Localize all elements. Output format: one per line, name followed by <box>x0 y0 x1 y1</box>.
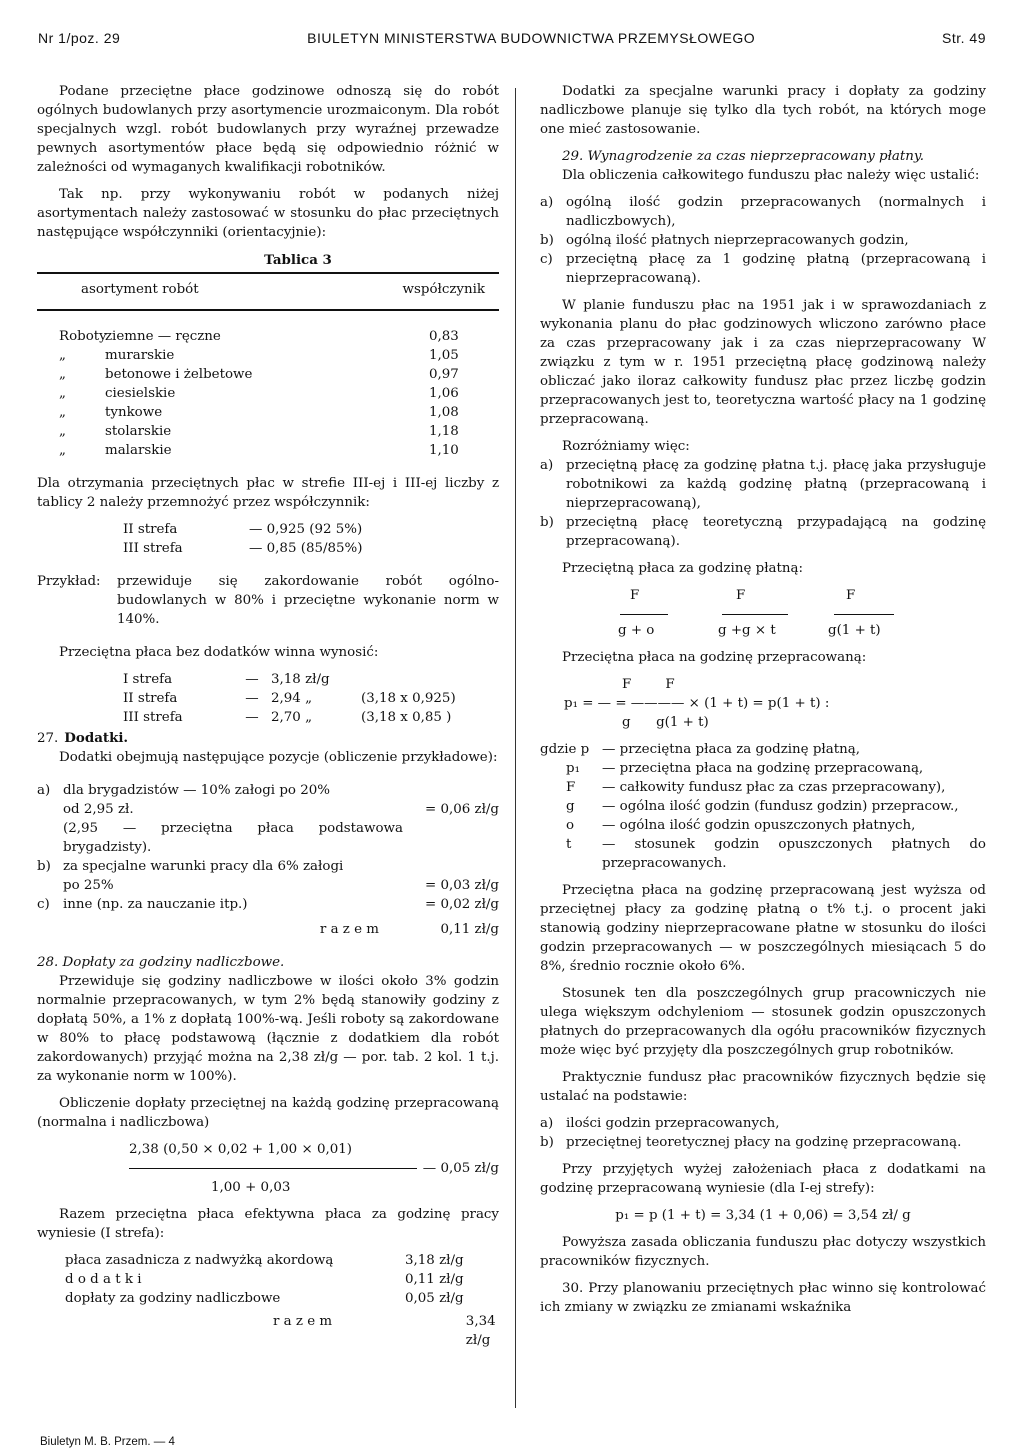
sum-total-row: r a z e m 3,34 zł/g <box>273 1314 496 1348</box>
formula-bars <box>540 605 986 615</box>
list-item: a) ogólną ilość godzin przepracowanych (normalnych i nadliczbowych), <box>540 195 986 229</box>
definition-row: p₁ — przeciętna płaca na godzinę przepracowaną, <box>566 761 924 776</box>
table-row: „ ciesielskie 1,06 <box>59 386 459 401</box>
formula-top: F F F <box>630 588 856 603</box>
list-item: a) ilości godzin przepracowanych, <box>540 1116 780 1131</box>
table-row: Roboty ziemne — ręczne 0,83 <box>59 329 459 344</box>
table-row: „ stolarskie 1,18 <box>59 424 459 439</box>
definition-row: t — stosunek godzin opuszczonych płatnych do przepracowanych. <box>566 837 986 871</box>
paragraph: Dodatki za specjalne warunki pracy i dopłaty za godziny nadliczbowe planuje się tylko dla tych robót, na których moge one mieć zastosowanie. <box>540 84 986 137</box>
journal-title: BIULETYN MINISTERSTWA BUDOWNICTWA PRZEMYSŁOWEGO <box>307 30 756 46</box>
formula-denominator: 1,00 + 0,03 <box>211 1180 291 1195</box>
paragraph: Powyższa zasada obliczania funduszu płac dotyczy wszystkich pracowników fizycznych. <box>540 1235 986 1269</box>
zone-row: II strefa — 2,94 „ (3,18 x 0,925) <box>123 691 456 706</box>
left-column <box>37 82 499 1350</box>
zone-row: III strefa — 2,70 „ (3,18 x 0,85 ) <box>123 710 452 725</box>
formula: p₁ = p (1 + t) = 3,34 (1 + 0,06) = 3,54 zł/ g <box>615 1208 911 1223</box>
right-column <box>540 82 986 1317</box>
page-footer: Biuletyn M. B. Przem. — 4 <box>40 1436 175 1448</box>
list-item: c) przeciętną płacę za 1 godzinę płatną (przepracowaną i nieprzepracowaną). <box>540 252 986 286</box>
list-item: b) przeciętnej teoretycznej płacy na godzinę przepracowaną. <box>540 1135 962 1150</box>
paragraph: Przewiduje się godziny nadliczbowe w ilości około 3% godzin normalnie przepracowanych, w tym 2% będą stanowiły godziny z dopłatą 50%, a 1% z dopłatą 100%-wą. Jeśli roboty są zakordowane w 80% to płacę podstawową (łącznie z dodatkiem dla robót zakordowanych) przyjąć można na 2,38 zł/g — por. tab. 2 kol. 1 t.j. za wykonanie norm w 100%). <box>37 974 499 1084</box>
paragraph: Praktycznie fundusz płac pracowników fizycznych będzie się ustalać na podstawie: <box>540 1070 986 1104</box>
example: Przykład: przewiduje się zakordowanie robót ogólno-budowlanych w 80% i przeciętne wykonanie norm w 140%. <box>37 574 499 627</box>
list-item: b) przeciętną płacę teoretyczną przypadającą na godzinę przepracowaną). <box>540 515 986 549</box>
paragraph: Przeciętna płaca bez dodatków winna wynosić: <box>59 645 379 660</box>
running-header <box>38 30 986 46</box>
definition-row: o — ogólna ilość godzin opuszczonych płatnych, <box>566 818 916 833</box>
paragraph: Rozróżniamy więc: <box>562 439 690 454</box>
page-number: Str. 49 <box>942 30 986 46</box>
section-heading: 29. Wynagrodzenie za czas nieprzepracowany płatny. <box>562 149 924 164</box>
table-row: „ murarskie 1,05 <box>59 348 459 363</box>
formula-bottom: g g(1 + t) <box>622 715 709 730</box>
paragraph: Stosunek ten dla poszczególnych grup pracowniczych nie ulega większym odchyleniom — stosunek godzin opuszczonych płatnych do przepracowanych dla ogółu pracowników fizycznych może więc być przyjęty dla poszczególnych grup robotników. <box>540 986 986 1058</box>
paragraph: W planie funduszu płac na 1951 jak i w sprawozdaniach z wykonania planu do płac godzinowych wliczono zarówno płace za czas przepracowany jak i za czas nieprzepracowany W związku z tym w r. 1951 przeciętną płacę godzinową należy obliczać jako iloraz całkowity fundusz płac przez liczbę godzin przepracowanych jest to, teoretyczna wartość płacy na 1 godzinę przepracowaną. <box>540 298 986 427</box>
paragraph: Podane przeciętne płace godzinowe odnoszą się do robót ogólnych budowlanych przy asortymencie urozmaiconym. Dla robót specjalnych wzgl. robót budowlanych przy wyraźnej przewadze pewnych asortymentów płace będą się odpowiednio różnić w zależności od wymaganych kwalifikacji robotników. <box>37 84 499 175</box>
sum-row: płaca zasadnicza z nadwyżką akordową 3,18 zł/g <box>65 1253 464 1268</box>
column-divider <box>515 88 516 1408</box>
section-heading: 27. Dodatki. <box>37 730 129 746</box>
formula-bottom: g + o g +g × t g(1 + t) <box>618 623 881 638</box>
formula-numerator: 2,38 (0,50 × 0,02 + 1,00 × 0,01) <box>129 1142 352 1157</box>
formula-main: p₁ = — = ———— × (1 + t) = p(1 + t) : <box>564 696 830 711</box>
list-item: b) za specjalne warunki pracy dla 6% załogi <box>37 859 344 874</box>
list-item: po 25% = 0,03 zł/g <box>63 878 499 893</box>
table-row: „ betonowe i żelbetowe 0,97 <box>59 367 459 382</box>
column-header: asortyment robót <box>81 282 199 297</box>
formula-line: — 0,05 zł/g <box>37 1159 499 1178</box>
paragraph: Dla otrzymania przeciętnych płac w strefie III-ej i III-ej liczby z tablicy 2 należy przemnożyć przez współczynnik: <box>37 476 499 510</box>
list-item: c) inne (np. za nauczanie itp.) = 0,02 zł/g <box>37 897 499 912</box>
paragraph: Razem przeciętna płaca efektywna płaca za godzinę pracy wyniesie (I strefa): <box>37 1207 499 1241</box>
table-caption: Tablica 3 <box>264 252 332 268</box>
razem-row: r a z e m 0,11 zł/g <box>319 922 499 937</box>
zone-row: I strefa — 3,18 zł/g <box>123 672 330 687</box>
paragraph: Dla obliczenia całkowitego funduszu płac należy więc ustalić: <box>562 168 980 183</box>
sum-row: d o d a t k i 0,11 zł/g <box>65 1272 464 1287</box>
sum-row: dopłaty za godziny nadliczbowe 0,05 zł/g <box>65 1291 464 1306</box>
definition-row: F — całkowity fundusz płac za czas przepracowany), <box>566 780 946 795</box>
list-item: (2,95 — przeciętna płaca podstawowa brygadzisty). <box>63 821 403 855</box>
paragraph: Przeciętną płaca za godzinę płatną: <box>562 561 804 576</box>
zone-row: II strefa — 0,925 (92 5%) <box>123 522 363 537</box>
paragraph: Dodatki obejmują następujące pozycje (obliczenie przykładowe): <box>59 750 498 765</box>
table-row: „ malarskie 1,10 <box>59 443 459 458</box>
paragraph: Przeciętna płaca na godzinę przepracowaną jest wyższa od przeciętnej płacy za godzinę płatną o t% t.j. o procent jaki stanowią godziny nieprzepracowane płatne w stosunku do ilości godzin przepracowanych — w poszczególnych miesiącach 5 do 8%, średnio rocznie około 6%. <box>540 883 986 974</box>
list-item: a) dla brygadzistów — 10% załogi po 20% <box>37 783 331 798</box>
paragraph: Tak np. przy wykonywaniu robót w podanych niżej asortymentach należy zastosować w stosunku do płac przeciętnych następujące współczynniki (orientacyjnie): <box>37 187 499 240</box>
definition-row: gdzie p — przeciętna płaca za godzinę płatną, <box>540 742 860 757</box>
list-item: od 2,95 zł. = 0,06 zł/g <box>63 802 499 817</box>
paragraph: 30. Przy planowaniu przeciętnych płac winno się kontrolować ich zmiany w związku ze zmianami wskaźnika <box>540 1281 986 1315</box>
zone-row: III strefa — 0,85 (85/85%) <box>123 541 363 556</box>
issue-number: Nr 1/poz. 29 <box>38 30 121 46</box>
definition-row: g — ogólna ilość godzin (fundusz godzin) przepracow., <box>566 799 959 814</box>
table-row: „ tynkowe 1,08 <box>59 405 459 420</box>
paragraph: Obliczenie dopłaty przeciętnej na każdą godzinę przepracowaną (normalna i nadliczbowa) <box>37 1096 499 1130</box>
section-heading: 28. Dopłaty za godziny nadliczbowe. <box>37 955 285 970</box>
paragraph: Przeciętna płaca na godzinę przepracowaną: <box>562 650 867 665</box>
coefficient-table <box>37 327 499 460</box>
list-item: b) ogólną ilość płatnych nieprzepracowanych godzin, <box>540 233 909 248</box>
paragraph: Przy przyjętych wyżej założeniach płaca z dodatkami na godzinę przepracowaną wyniesie (dla I-ej strefy): <box>540 1162 986 1196</box>
list-item: a) przeciętną płacę za godzinę płatna t.j. płacę jaka przysługuje robotnikowi za każdą godzinę płatną (przepracowaną i nieprzepracowaną), <box>540 458 986 511</box>
table-header <box>37 272 499 311</box>
column-header: współczynik <box>402 282 485 297</box>
formula-top: F F <box>622 677 675 692</box>
